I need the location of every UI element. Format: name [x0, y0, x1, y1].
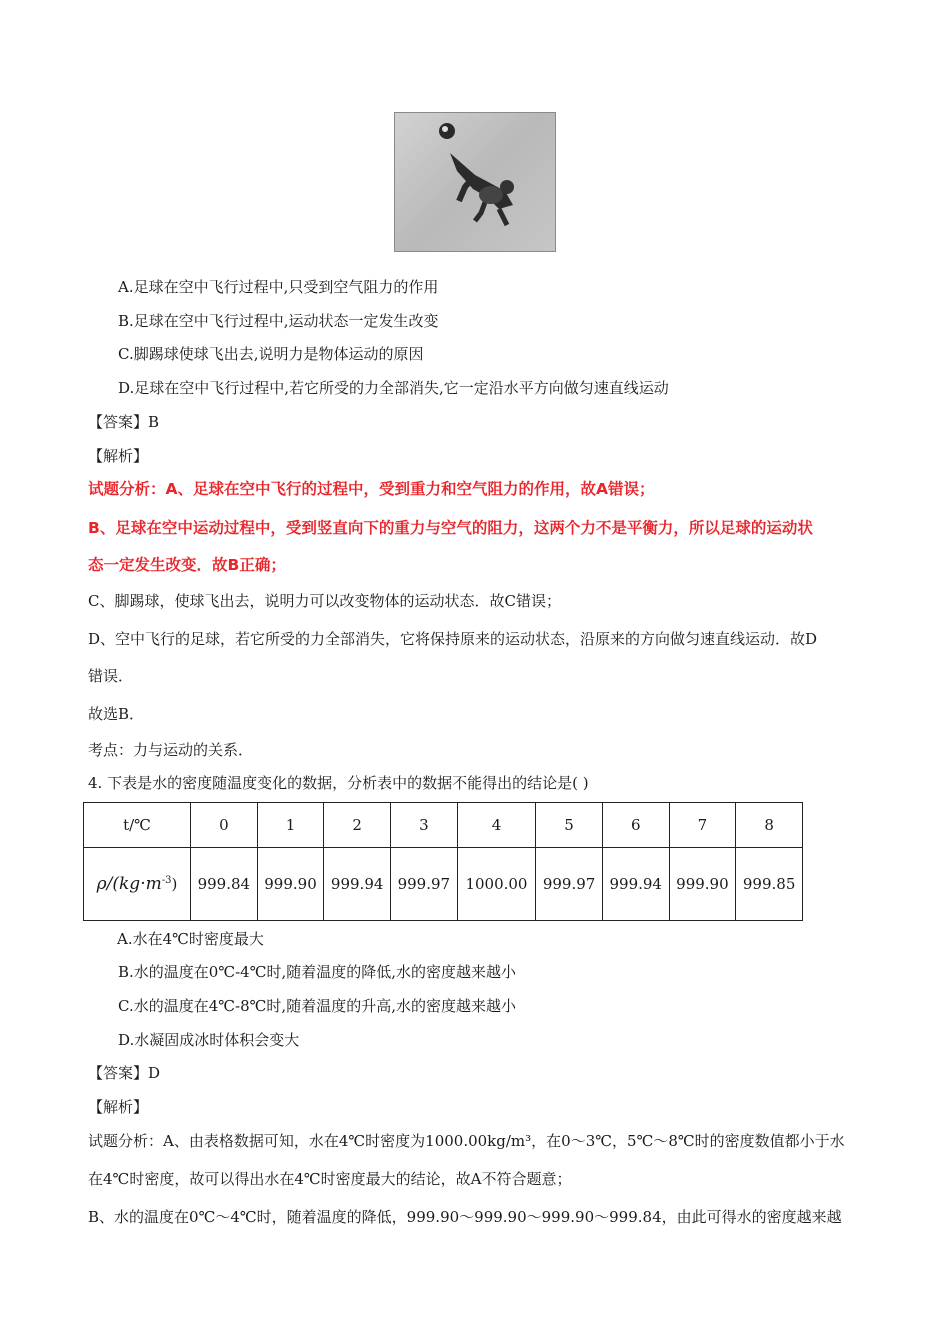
q4-option-d: D.水凝固成冰时体积会变大 [118, 1031, 300, 1049]
density-cell: 999.84 [191, 848, 258, 921]
temp-cell: 1 [257, 803, 324, 848]
temp-cell: 2 [324, 803, 391, 848]
temp-cell: 6 [602, 803, 669, 848]
q3-analysis-label: 【解析】 [88, 447, 149, 465]
density-header [84, 848, 191, 921]
density-cell: 999.94 [602, 848, 669, 921]
density-cell: 999.90 [669, 848, 736, 921]
density-table [83, 802, 803, 921]
density-cell: 999.85 [736, 848, 803, 921]
q3-knowledge-point: 考点：力与运动的关系． [88, 741, 254, 759]
table-row [84, 848, 803, 921]
q3-option-c: C.脚踢球使球飞出去,说明力是物体运动的原因 [118, 345, 424, 363]
table-row [84, 803, 803, 848]
density-cell: 999.90 [257, 848, 324, 921]
q4-analysis-line-2: 在4℃时密度，故可以得出水在4℃时密度最大的结论，故A不符合题意； [88, 1170, 572, 1188]
density-cell: 1000.00 [457, 848, 536, 921]
q4-analysis-line-1: 试题分析：A、由表格数据可知，水在4℃时密度为1000.00kg/m³，在0～3℃，5℃～8℃时的密度数值都小于水 [88, 1132, 845, 1150]
density-header-exp: -3 [161, 875, 172, 886]
density-cell: 999.97 [391, 848, 458, 921]
q3-analysis-red-3: 态一定发生改变．故B正确； [88, 556, 286, 574]
q3-option-a: A.足球在空中飞行过程中,只受到空气阻力的作用 [118, 278, 439, 296]
q3-option-b: B.足球在空中飞行过程中,运动状态一定发生改变 [118, 312, 439, 330]
temp-cell: 0 [191, 803, 258, 848]
q4-analysis-line-3: B、水的温度在0℃～4℃时，随着温度的降低，999.90～999.90～999.90～999.84，由此可得水的密度越来越 [88, 1208, 842, 1226]
temp-cell: 8 [736, 803, 803, 848]
q3-answer: 【答案】B [88, 413, 160, 431]
q4-option-b: B.水的温度在0℃-4℃时,随着温度的降低,水的密度越来越小 [118, 963, 517, 981]
soccer-player-icon [395, 113, 555, 251]
temp-cell: 7 [669, 803, 736, 848]
temperature-header: t/℃ [84, 803, 191, 848]
soccer-bicycle-kick-photo [394, 112, 556, 252]
q4-stem: 4. 下表是水的密度随温度变化的数据，分析表中的数据不能得出的结论是( ) [88, 774, 589, 792]
q3-analysis-red-2: B、足球在空中运动过程中，受到竖直向下的重力与空气的阻力，这两个力不是平衡力，所以足球的运动状 [88, 519, 813, 537]
density-cell: 999.97 [536, 848, 603, 921]
q3-analysis-red-1: 试题分析：A、足球在空中飞行的过程中，受到重力和空气阻力的作用，故A错误； [88, 480, 655, 498]
q4-option-a: A.水在4℃时密度最大 [117, 930, 264, 948]
temp-cell: 5 [536, 803, 603, 848]
q4-analysis-label: 【解析】 [88, 1098, 149, 1116]
q4-answer: 【答案】D [88, 1064, 161, 1082]
q3-analysis-line-d2: 错误． [88, 667, 134, 685]
density-header-main: ρ/(kg·m [96, 874, 162, 894]
density-header-end: ) [171, 875, 178, 893]
q3-option-d: D.足球在空中飞行过程中,若它所受的力全部消失,它一定沿水平方向做匀速直线运动 [118, 379, 669, 397]
q4-option-c: C.水的温度在4℃-8℃时,随着温度的升高,水的密度越来越小 [118, 997, 516, 1015]
q3-analysis-line-d: D、空中飞行的足球，若它所受的力全部消失，它将保持原来的运动状态，沿原来的方向做匀速直线运动．故D [88, 630, 818, 648]
q3-conclusion: 故选B． [88, 705, 145, 723]
density-cell: 999.94 [324, 848, 391, 921]
temp-cell: 3 [391, 803, 458, 848]
q3-analysis-line-c: C、脚踢球，使球飞出去，说明力可以改变物体的运动状态．故C错误； [88, 592, 561, 610]
temp-cell: 4 [457, 803, 536, 848]
